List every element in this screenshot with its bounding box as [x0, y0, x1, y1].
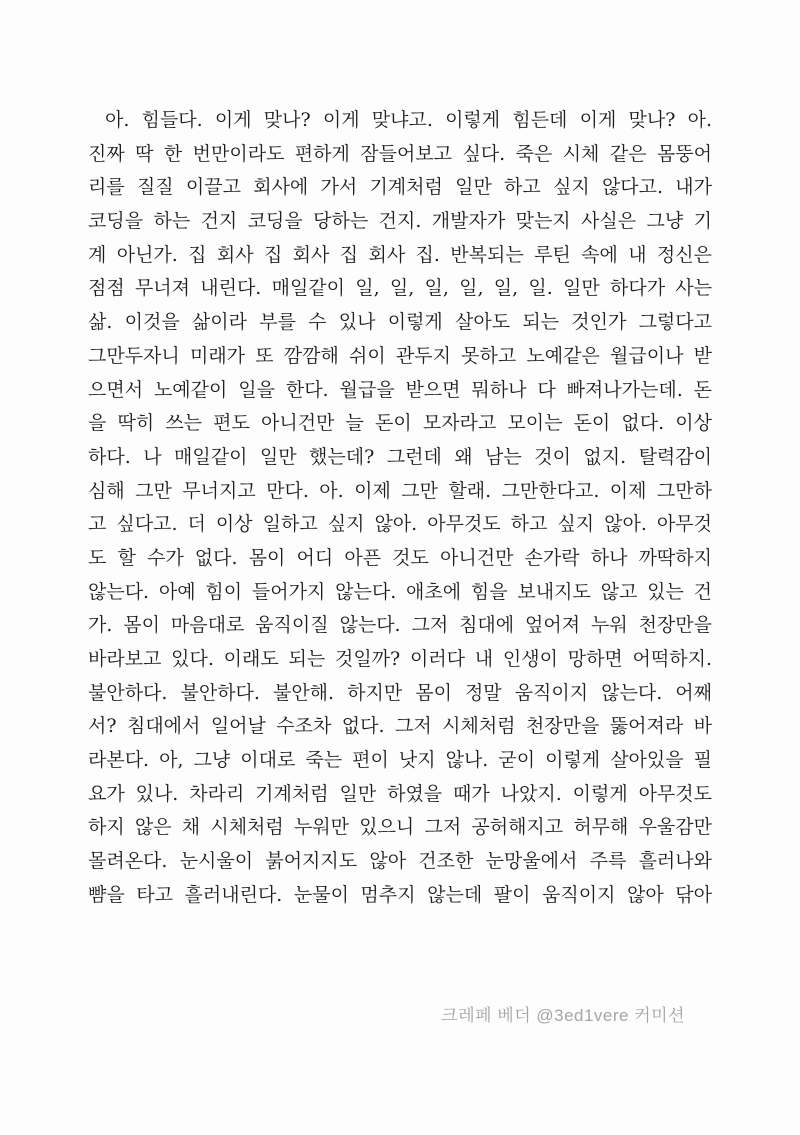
text-line: 코딩을 하는 건지 코딩을 당하는 건지. 개발자가 맞는지 사실은 그냥 기 — [88, 210, 712, 233]
text-line: 리를 질질 이끌고 회사에 가서 기계처럼 일만 하고 싶지 않다고. 내가 — [88, 176, 712, 199]
text-line: 그만두자니 미래가 또 깜깜해 쉬이 관두지 못하고 노예같은 월급이나 받 — [88, 344, 712, 367]
text-line: 불안하다. 불안하다. 불안해. 하지만 몸이 정말 움직이지 않는다. 어째 — [88, 681, 712, 704]
text-line: 을 딱히 쓰는 편도 아니건만 늘 돈이 모자라고 모이는 돈이 없다. 이상 — [88, 412, 712, 435]
text-line: 라본다. 아, 그냥 이대로 죽는 편이 낫지 않나. 굳이 이렇게 살아있을 필 — [88, 749, 712, 772]
text-line: 진짜 딱 한 번만이라도 편하게 잠들어보고 싶다. 죽은 시체 같은 몸뚱어 — [88, 142, 712, 165]
text-line: 않는다. 아예 힘이 들어가지 않는다. 애초에 힘을 보내지도 않고 있는 건 — [88, 580, 712, 603]
text-line: 바라보고 있다. 이래도 되는 것일까? 이러다 내 인생이 망하면 어떡하지. — [88, 648, 712, 670]
text-line: 하다. 나 매일같이 일만 했는데? 그런데 왜 남는 것이 없지. 탈력감이 — [88, 445, 712, 468]
text-line: 계 아닌가. 집 회사 집 회사 집 회사 집. 반복되는 루틴 속에 내 정신은 — [88, 243, 712, 266]
text-line: 도 할 수가 없다. 몸이 어디 아픈 것도 아니건만 손가락 하나 까딱하지 — [88, 546, 712, 569]
commission-credit: 크레페 베더 @3ed1vere 커미션 — [441, 1006, 685, 1025]
text-line: 으면서 노예같이 일을 한다. 월급을 받으면 뭐하나 다 빠져나가는데. 돈 — [88, 378, 712, 401]
text-line: 심해 그만 무너지고 만다. 아. 이제 그만 할래. 그만한다고. 이제 그만하 — [88, 479, 712, 502]
text-line: 요가 있나. 차라리 기계처럼 일만 하였을 때가 나았지. 이렇게 아무것도 — [88, 782, 712, 805]
text-line: 서? 침대에서 일어날 수조차 없다. 그저 시체처럼 천장만을 뚫어져라 바 — [88, 715, 712, 738]
text-line: 삶. 이것을 삶이라 부를 수 있나 이렇게 살아도 되는 것인가 그렇다고 — [88, 311, 712, 334]
text-line: 점점 무너져 내린다. 매일같이 일, 일, 일, 일, 일, 일. 일만 하다가 사는 — [88, 277, 712, 300]
text-line: 고 싶다고. 더 이상 일하고 싶지 않아. 아무것도 하고 싶지 않아. 아무것 — [88, 513, 712, 536]
story-text-block — [88, 104, 712, 913]
text-line: 뺨을 타고 흘러내린다. 눈물이 멈추지 않는데 팔이 움직이지 않아 닦아 — [88, 883, 712, 906]
text-line: 하지 않은 채 시체처럼 누워만 있으니 그저 공허해지고 허무해 우울감만 — [88, 816, 712, 839]
text-line: 몰려온다. 눈시울이 붉어지지도 않아 건조한 눈망울에서 주륵 흘러나와 — [88, 850, 712, 873]
text-line: 아. 힘들다. 이게 맞나? 이게 맞냐고. 이렇게 힘든데 이게 맞나? 아. — [105, 109, 712, 131]
text-line: 가. 몸이 마음대로 움직이질 않는다. 그저 침대에 엎어져 누워 천장만을 — [88, 614, 712, 637]
